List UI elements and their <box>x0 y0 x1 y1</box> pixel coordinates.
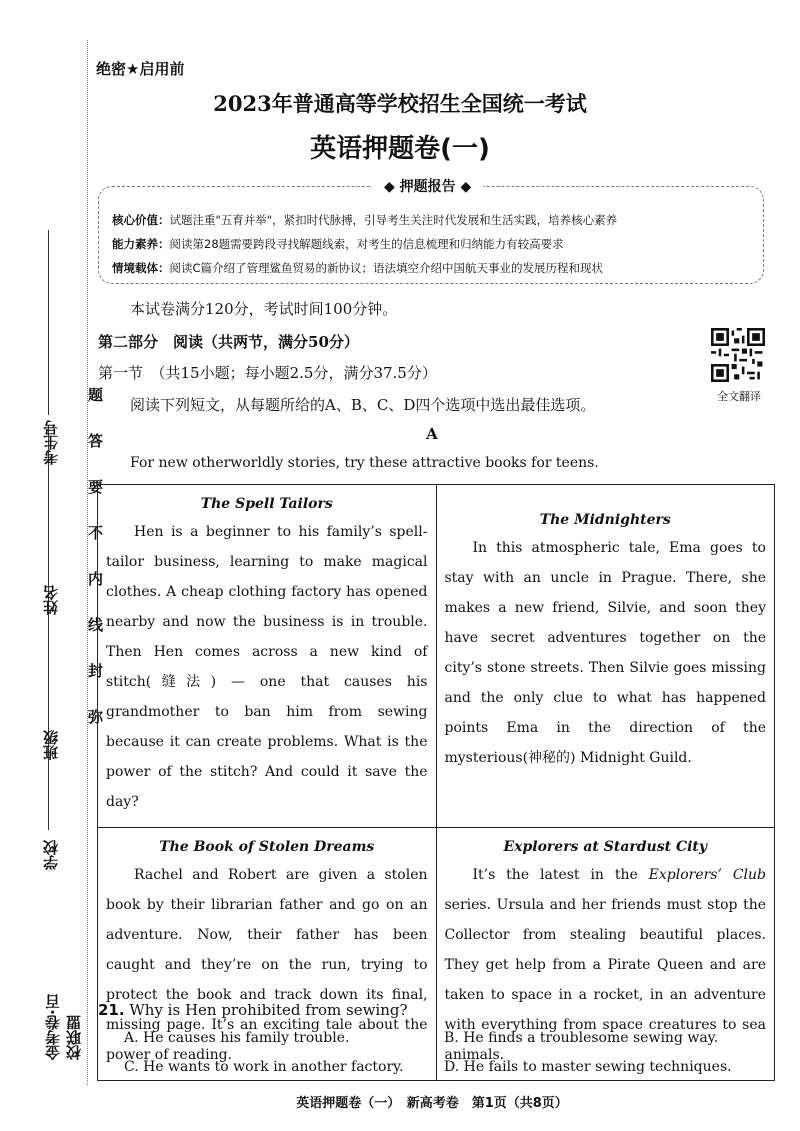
seal-char: 题 <box>88 386 104 404</box>
class-label: 班级 <box>42 730 60 760</box>
seal-char: 要 <box>88 478 104 496</box>
seal-char: 弥 <box>88 708 104 726</box>
instruction: 阅读下列短文，从每题所给的A、B、C、D四个选项中选出最佳选项。 <box>130 396 596 414</box>
book-cell <box>436 485 775 828</box>
question-21 <box>98 1001 408 1019</box>
school-label: 学校 <box>42 840 60 870</box>
name-label: 姓名 <box>42 585 60 615</box>
book-description: It’s the latest in the Explorers’ Club series. Ursula and her friends must stop the Collector from stealing beautiful places. They get help from a Pirate Queen and are taken to space in a rocket, in an adventure with everything from space creatures to sea animals. <box>444 867 767 1063</box>
option-a[interactable]: A. He causes his family trouble. <box>124 1030 350 1046</box>
class-underline <box>48 550 49 720</box>
seal-char: 线 <box>88 616 104 634</box>
passage-intro: For new otherworldly stories, try these attractive books for teens. <box>130 455 599 471</box>
book-title: The Midnighters <box>539 512 671 528</box>
diamond-icon: ◆ <box>455 179 472 195</box>
exam-number-label: 考生号 <box>42 420 60 465</box>
exam-number-underline <box>48 230 49 415</box>
diamond-icon: ◆ <box>384 179 400 195</box>
book-table <box>97 484 775 1081</box>
seal-char: 不 <box>88 524 104 542</box>
book-description: Hen is a beginner to his family’s spell-tailor business, learning to make magical clothes. A cheap clothing factory has opened nearby and now the business is in trouble. Then Hen comes across a new kind of stitch(缝法) — one that causes his grandmother to ban him from sewing because it can create problems. What is the power of the stitch? And could it save the day? <box>106 524 428 810</box>
book-title: Explorers at Stardust City <box>503 839 708 855</box>
part-title: 第二部分 阅读（共两节，满分50分） <box>98 333 359 351</box>
confidential-label: 绝密★启用前 <box>96 60 185 78</box>
report-tag: ◆ 押题报告 ◆ <box>372 176 483 196</box>
option-b[interactable]: B. He finds a troublesome sewing way. <box>444 1030 719 1046</box>
book-description: Rachel and Robert are given a stolen book by their librarian father and go on an adventure. Now, their father has been caught and they’re on the run, trying to protect the book and track down its final, missing page. It’s an exciting tale about the power of reading. <box>106 867 428 1063</box>
seal-char: 内 <box>88 570 104 588</box>
report-item-context: 情境载体：阅读C篇介绍了管理鲨鱼贸易的新协议；语法填空介绍中国航天事业的发展历程和现状 <box>112 261 604 275</box>
book-description: In this atmospheric tale, Ema goes to stay with an uncle in Prague. There, she makes a new friend, Silvie, and soon they have secret adventures together on the city’s stone streets. Then Silvie goes missing and the only clue to what has happened points Ema in the direction of the mysterious(神秘的) Midnight Guild. <box>444 540 766 766</box>
section-title: 第一节 （共15小题；每小题2.5分，满分37.5分） <box>98 364 437 382</box>
option-d[interactable]: D. He fails to master sewing techniques. <box>444 1059 732 1075</box>
exam-title: 2023年普通高等学校招生全国统一考试 <box>213 91 587 116</box>
seal-char: 封 <box>88 662 104 680</box>
page-footer: 英语押题卷（一） 新高考卷 第1页（共8页） <box>296 1096 568 1111</box>
brand-label: 金考卷·百校联盟 <box>44 994 83 1060</box>
book-title: The Book of Stolen Dreams <box>159 839 375 855</box>
question-number: 21. <box>98 1001 125 1019</box>
book-cell <box>98 485 437 828</box>
qr-code-icon[interactable] <box>711 328 765 382</box>
passage-label: A <box>426 425 438 443</box>
qr-caption: 全文翻译 <box>717 390 761 403</box>
option-c[interactable]: C. He wants to work in another factory. <box>124 1059 404 1075</box>
paper-title: 英语押题卷(一) <box>310 134 490 164</box>
seal-char: 答 <box>88 432 104 450</box>
candidate-info-sidebar <box>30 230 104 1060</box>
question-text: Why is Hen prohibited from sewing? <box>129 1001 408 1019</box>
book-title: The Spell Tailors <box>200 496 333 512</box>
binding-dotted-line <box>87 40 88 1085</box>
score-note: 本试卷满分120分，考试时间100分钟。 <box>130 300 398 318</box>
report-item-ability: 能力素养：阅读第28题需要跨段寻找解题线索，对考生的信息梳理和归纳能力有较高要求 <box>112 237 564 251</box>
report-item-core-value: 核心价值：试题注重"五育并举"，紧扣时代脉搏，引导考生关注时代发展和生活实践，培养核心素养 <box>112 213 618 227</box>
